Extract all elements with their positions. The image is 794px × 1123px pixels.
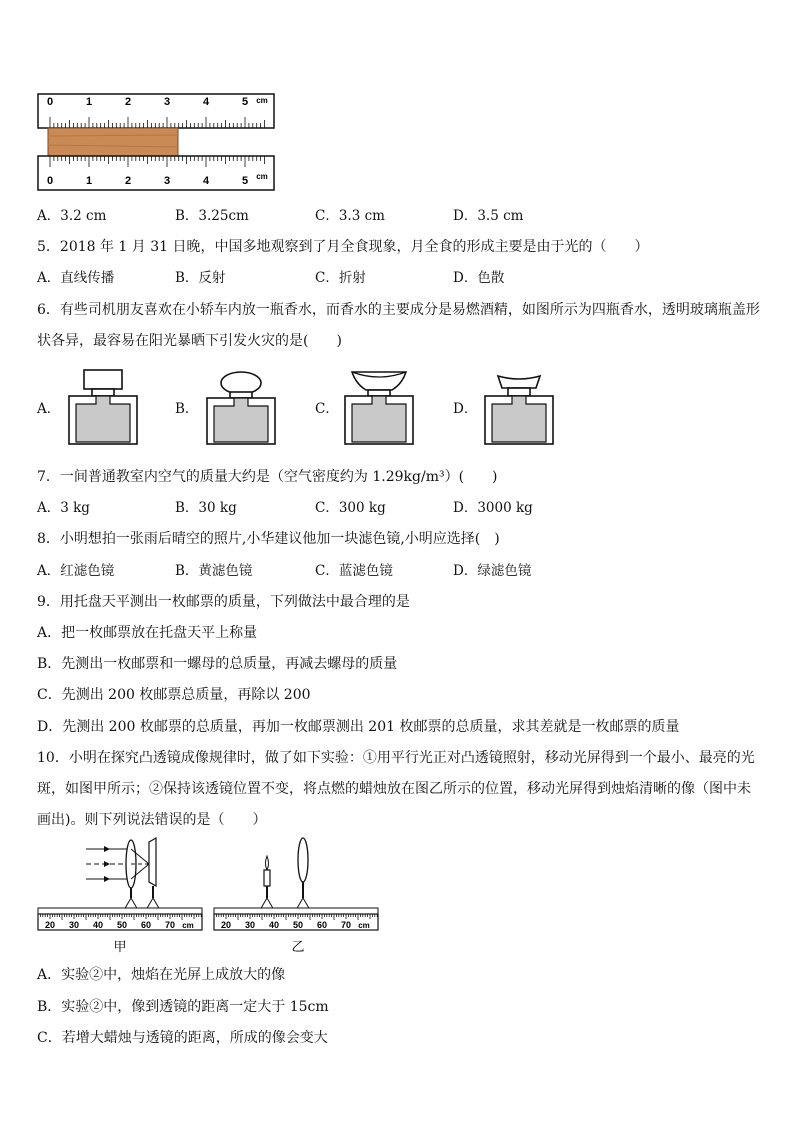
bench-number: 30 <box>244 920 256 930</box>
bench-number: 40 <box>92 920 104 930</box>
q10-option-a: A．实验②中，烛焰在光屏上成放大的像 <box>37 967 286 983</box>
q4-option-c: C．3.3 cm <box>315 208 385 224</box>
perfume-bottle-b <box>202 368 282 446</box>
perfume-bottle-d <box>480 368 560 446</box>
q7-option-b: B．30 kg <box>175 500 237 516</box>
ruler-bottom-number: 4 <box>202 175 210 187</box>
bench-unit: cm <box>358 921 370 930</box>
q9-option-b: B．先测出一枚邮票和一螺母的总质量，再减去螺母的质量 <box>37 656 398 672</box>
q5-option-c: C．折射 <box>315 270 366 286</box>
q6-label-b: B． <box>175 401 199 417</box>
q8-option-a: A．红滤色镜 <box>37 563 115 579</box>
q10-option-b: B．实验②中，像到透镜的距离一定大于 15cm <box>37 999 329 1015</box>
ruler-top-number: 1 <box>85 96 93 108</box>
q6-stem-line2: 状各异，最容易在阳光暴晒下引发火灾的是( ) <box>37 333 342 349</box>
ruler-bottom-number: 1 <box>85 175 93 187</box>
ruler-bottom-number: 3 <box>163 175 171 187</box>
q4-option-a: A．3.2 cm <box>37 208 107 224</box>
ruler-top-number: 0 <box>46 96 54 108</box>
bench-number: 50 <box>292 920 304 930</box>
bench-number: 50 <box>116 920 128 930</box>
q10-option-c: C．若增大蜡烛与透镜的距离，所成的像会变大 <box>37 1030 328 1046</box>
ruler-top-number: 5 <box>241 96 249 108</box>
perfume-bottle-a <box>64 368 144 446</box>
q8-option-d: D．绿滤色镜 <box>453 563 532 579</box>
q7-option-d: D．3000 kg <box>453 500 533 516</box>
q5-option-d: D．色散 <box>453 270 505 286</box>
bench-number: 40 <box>268 920 280 930</box>
q9-option-d: D．先测出 200 枚邮票的总质量，再加一枚邮票测出 201 枚邮票的总质量，求其差就是一枚邮票的质量 <box>37 719 680 735</box>
bench-number: 30 <box>68 920 80 930</box>
ruler-bottom-unit: cm <box>256 172 268 181</box>
bench-number: 60 <box>316 920 328 930</box>
q7-stem: 7．一间普通教室内空气的质量大约是（空气密度约为 1.29kg/m³）( ) <box>37 469 498 485</box>
figure-label-yi: 乙 <box>291 940 305 955</box>
optical-bench-figure-jia <box>36 836 206 956</box>
q5-option-a: A．直线传播 <box>37 270 115 286</box>
ruler-bottom-number: 0 <box>46 175 54 187</box>
ruler-top-number: 3 <box>163 96 171 108</box>
q9-option-c: C．先测出 200 枚邮票总质量，再除以 200 <box>37 687 311 703</box>
q5-option-b: B．反射 <box>175 270 226 286</box>
bench-number: 60 <box>140 920 152 930</box>
q7-option-c: C．300 kg <box>315 500 386 516</box>
ruler-figure <box>36 92 280 192</box>
q10-stem-line2: 斑，如图甲所示；②保持该透镜位置不变，将点燃的蜡烛放在图乙所示的位置，移动光屏得到烛焰清晰的像（图中未 <box>37 781 751 797</box>
q6-label-c: C． <box>315 401 339 417</box>
q6-stem-line1: 6．有些司机朋友喜欢在小轿车内放一瓶香水，而香水的主要成分是易燃酒精，如图所示为四瓶香水，透明玻璃瓶盖形 <box>37 302 760 318</box>
ruler-bottom-number: 2 <box>124 175 132 187</box>
figure-label-jia: 甲 <box>113 940 127 955</box>
q9-option-a: A．把一枚邮票放在托盘天平上称量 <box>37 625 258 641</box>
bench-number: 20 <box>44 920 56 930</box>
q4-option-b: B．3.25cm <box>175 208 249 224</box>
q8-option-b: B．黄滤色镜 <box>175 563 253 579</box>
bench-number: 20 <box>220 920 232 930</box>
ruler-top-number: 4 <box>202 96 210 108</box>
q10-stem-line1: 10．小明在探究凸透镜成像规律时，做了如下实验：①用平行光正对凸透镜照射，移动光屏得到一个最小、最亮的光 <box>37 750 755 766</box>
bench-number: 70 <box>340 920 352 930</box>
q8-option-c: C．蓝滤色镜 <box>315 563 393 579</box>
bench-number: 70 <box>164 920 176 930</box>
wood-block <box>48 128 178 156</box>
bench-unit: cm <box>182 921 194 930</box>
q8-stem: 8．小明想拍一张雨后晴空的照片,小华建议他加一块滤色镜,小明应选择( ) <box>37 531 500 547</box>
q10-stem-line3: 画出)。则下列说法错误的是（ ） <box>37 812 267 828</box>
ruler-top-unit: cm <box>256 96 268 105</box>
perfume-bottle-c <box>340 368 420 446</box>
ruler-top-number: 2 <box>124 96 132 108</box>
q7-option-a: A．3 kg <box>37 500 90 516</box>
q6-label-d: D． <box>453 401 478 417</box>
q9-stem: 9．用托盘天平测出一枚邮票的质量，下列做法中最合理的是 <box>37 594 410 610</box>
q4-option-d: D．3.5 cm <box>453 208 524 224</box>
q5-stem: 5．2018 年 1 月 31 日晚，中国多地观察到了月全食现象，月全食的形成主要是由于光的（ ） <box>37 239 649 255</box>
q6-label-a: A． <box>37 401 61 417</box>
optical-bench-figure-yi <box>212 836 382 956</box>
ruler-bottom-number: 5 <box>241 175 249 187</box>
